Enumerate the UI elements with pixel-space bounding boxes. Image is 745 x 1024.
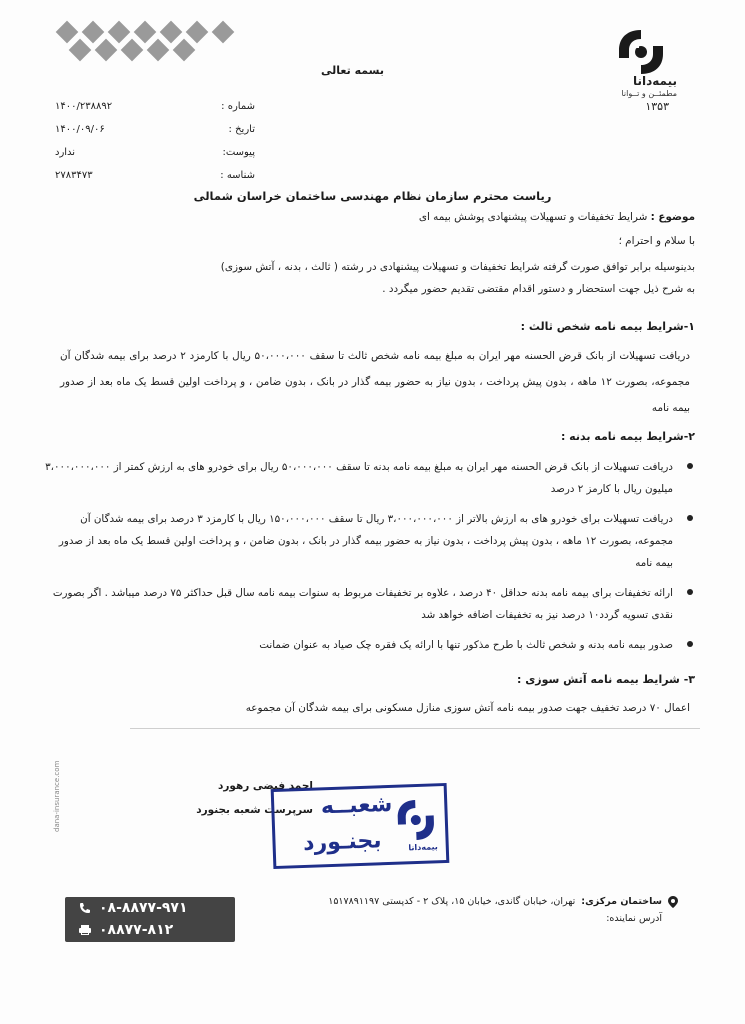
footer-address xyxy=(248,893,678,927)
letter-meta xyxy=(55,95,255,187)
meta-attachment-row xyxy=(55,141,255,164)
bullet-icon xyxy=(687,463,693,469)
decorative-diamond xyxy=(56,21,79,44)
list-item xyxy=(45,508,695,574)
list-item-text: ارائه تخفیفات برای بیمه نامه بدنه حداقل ۴۰ درصد ، علاوه بر تخفیفات مربوط به سنوات بیمه نامه سال قبل حداکثر ۷۵ درصد میباشد . اگر بصورت نقدی تسویه گردد۱۰ درصد نیز به تخفیفات اضافه خواهد شد xyxy=(52,587,673,621)
attachment-label: پیوست: xyxy=(222,147,255,158)
decorative-diamond xyxy=(186,21,209,44)
hq-address: تهران، خیابان گاندی، خیابان ۱۵، پلاک ۲ - کدپستی ۱۵۱۷۸۹۱۱۹۷ xyxy=(328,896,576,907)
addressee: ریاست محترم سازمان نظام مهندسی ساختمان خراسان شمالی xyxy=(193,189,552,203)
side-url: dana-insurance.com xyxy=(53,760,61,832)
stamp-logo-name: بیمه‌دانا xyxy=(408,842,438,853)
subject-label: موضوع : xyxy=(650,211,695,223)
decorative-diamond xyxy=(95,39,118,62)
bullet-icon xyxy=(687,589,693,595)
decorative-diamond xyxy=(69,39,92,62)
stamp-line-2: بجنـورد xyxy=(302,828,382,856)
decorative-diamond-pattern xyxy=(55,22,225,60)
hq-address-row xyxy=(248,893,678,910)
logo-tagline: مطمئــن و تــوانا xyxy=(621,89,677,98)
intro-paragraph xyxy=(45,256,695,300)
stamp-logo-icon xyxy=(392,796,440,844)
number-label: شماره : xyxy=(221,101,255,112)
attachment-value: ندارد xyxy=(55,147,76,158)
decorative-diamond xyxy=(108,21,131,44)
phone-row xyxy=(65,897,235,919)
list-item-text: دریافت تسهیلات برای خودرو های به ارزش بالاتر از ۳،۰۰۰،۰۰۰،۰۰۰ ریال تا سقف ۱۵۰،۰۰۰،۰۰۰ ریال با کارمزد ۳ درصد برای بیمه شدگان آن مجموعه، بصورت ۱۲ ماهه ، بدون پیش پرداخت ، بدون نیاز به حضور بیمه گذار در بانک ، بدون ضامن ، و پرداخت اولین قسط یک ماه بعد از صدور بیمه نامه xyxy=(58,513,673,569)
intro-line-2: به شرح ذیل جهت استحضار و دستور اقدام مقتضی تقدیم حضور میگردد . xyxy=(382,283,695,295)
bullet-icon xyxy=(687,515,693,521)
meta-number-row xyxy=(55,95,255,118)
subject-line xyxy=(45,206,695,228)
number-value: ۱۴۰۰/۲۳۸۸۹۲ xyxy=(55,101,113,112)
list-item-text: دریافت تسهیلات از بانک قرض الحسنه مهر ایران به مبلغ بیمه نامه بدنه تا سقف ۵۰،۰۰۰،۰۰۰ ریال برای خودرو های به ارزش کمتر از ۳،۰۰۰،۰۰۰،۰۰۰ میلیون ریال با کارمز ۲ درصد xyxy=(45,461,673,495)
logo-year: ۱۳۵۳ xyxy=(645,100,669,113)
date-label: تاریخ : xyxy=(228,124,255,135)
location-pin-icon xyxy=(668,896,678,908)
list-item xyxy=(45,456,695,500)
fax-row xyxy=(65,919,235,941)
id-value: ۲۷۸۳۴۷۳ xyxy=(55,170,93,181)
intro-line-1: بدینوسیله برابر توافق صورت گرفته شرایط تخفیفات و تسهیلات پیشنهادی در رشته ( ثالث ، بدنه ، آتش سوزی) xyxy=(220,261,695,273)
signer-name: احمد فیضی رهورد xyxy=(217,780,313,792)
decorative-diamond xyxy=(121,39,144,62)
fax-icon xyxy=(79,924,91,936)
contact-box xyxy=(65,897,235,942)
branch-stamp xyxy=(271,783,450,869)
section-2-list xyxy=(45,456,695,664)
section-1-title: ۱-شرایط بیمه نامه شخص ثالث : xyxy=(520,320,695,333)
meta-id-row xyxy=(55,164,255,187)
section-1-text: دریافت تسهیلات از بانک قرض الحسنه مهر ایران به مبلغ بیمه نامه شخص ثالث تا سقف ۵۰،۰۰۰،۰۰۰ ریال با کارمزد ۲ درصد برای بیمه شدگان آن مجموعه، بصورت ۱۲ ماهه ، بدون پیش پرداخت ، بدون نیاز به حضور بیمه گذار در بانک ، بدون ضامن ، و پرداخت اولین قسط یک ماه بعد از صدور بیمه نامه xyxy=(60,350,691,414)
id-label: شناسه : xyxy=(220,170,255,181)
list-item-text: صدور بیمه نامه بدنه و شخص ثالث با طرح مذکور تنها با ارائه یک فقره چک صیاد به عنوان ضمانت xyxy=(259,639,673,651)
date-value: ۱۴۰۰/۰۹/۰۶ xyxy=(55,124,105,135)
section-3-title: ۳- شرایط بیمه نامه آتش سوزی : xyxy=(517,673,695,686)
bismillah-heading: بسمه تعالی xyxy=(321,64,384,77)
fax-number: ۰۸۸۷۷-۸۱۲ xyxy=(99,922,174,938)
decorative-diamond xyxy=(147,39,170,62)
meta-date-row xyxy=(55,118,255,141)
subject-text: شرایط تخفیفات و تسهیلات پیشنهادی پوشش بیمه ای xyxy=(418,211,648,223)
divider xyxy=(130,728,700,729)
rep-label: آدرس نماینده: xyxy=(606,913,662,924)
rep-address-row xyxy=(248,910,678,927)
list-item xyxy=(45,582,695,626)
decorative-diamond xyxy=(173,39,196,62)
phone-icon xyxy=(79,902,91,914)
stamp-line-1: شعبــه xyxy=(320,791,393,820)
section-2-title: ۲-شرایط بیمه نامه بدنه : xyxy=(560,430,695,443)
decorative-diamond xyxy=(82,21,105,44)
signer-title: سرپرست شعبه بجنورد xyxy=(196,804,313,816)
bullet-icon xyxy=(687,641,693,647)
phone-number: ۰۸-۸۸۷۷-۹۷۱ xyxy=(99,900,188,916)
hq-label: ساختمان مرکزی: xyxy=(581,896,662,907)
list-item xyxy=(45,634,695,656)
decorative-diamond xyxy=(160,21,183,44)
greeting: با سلام و احترام ؛ xyxy=(618,235,695,247)
logo-name: بیمه‌دانا xyxy=(632,74,677,88)
section-3-text: اعمال ۷۰ درصد تخفیف جهت صدور بیمه نامه آتش سوزی منازل مسکونی برای بیمه شدگان آن مجموعه xyxy=(245,702,690,714)
decorative-diamond xyxy=(134,21,157,44)
decorative-diamond xyxy=(212,21,235,44)
